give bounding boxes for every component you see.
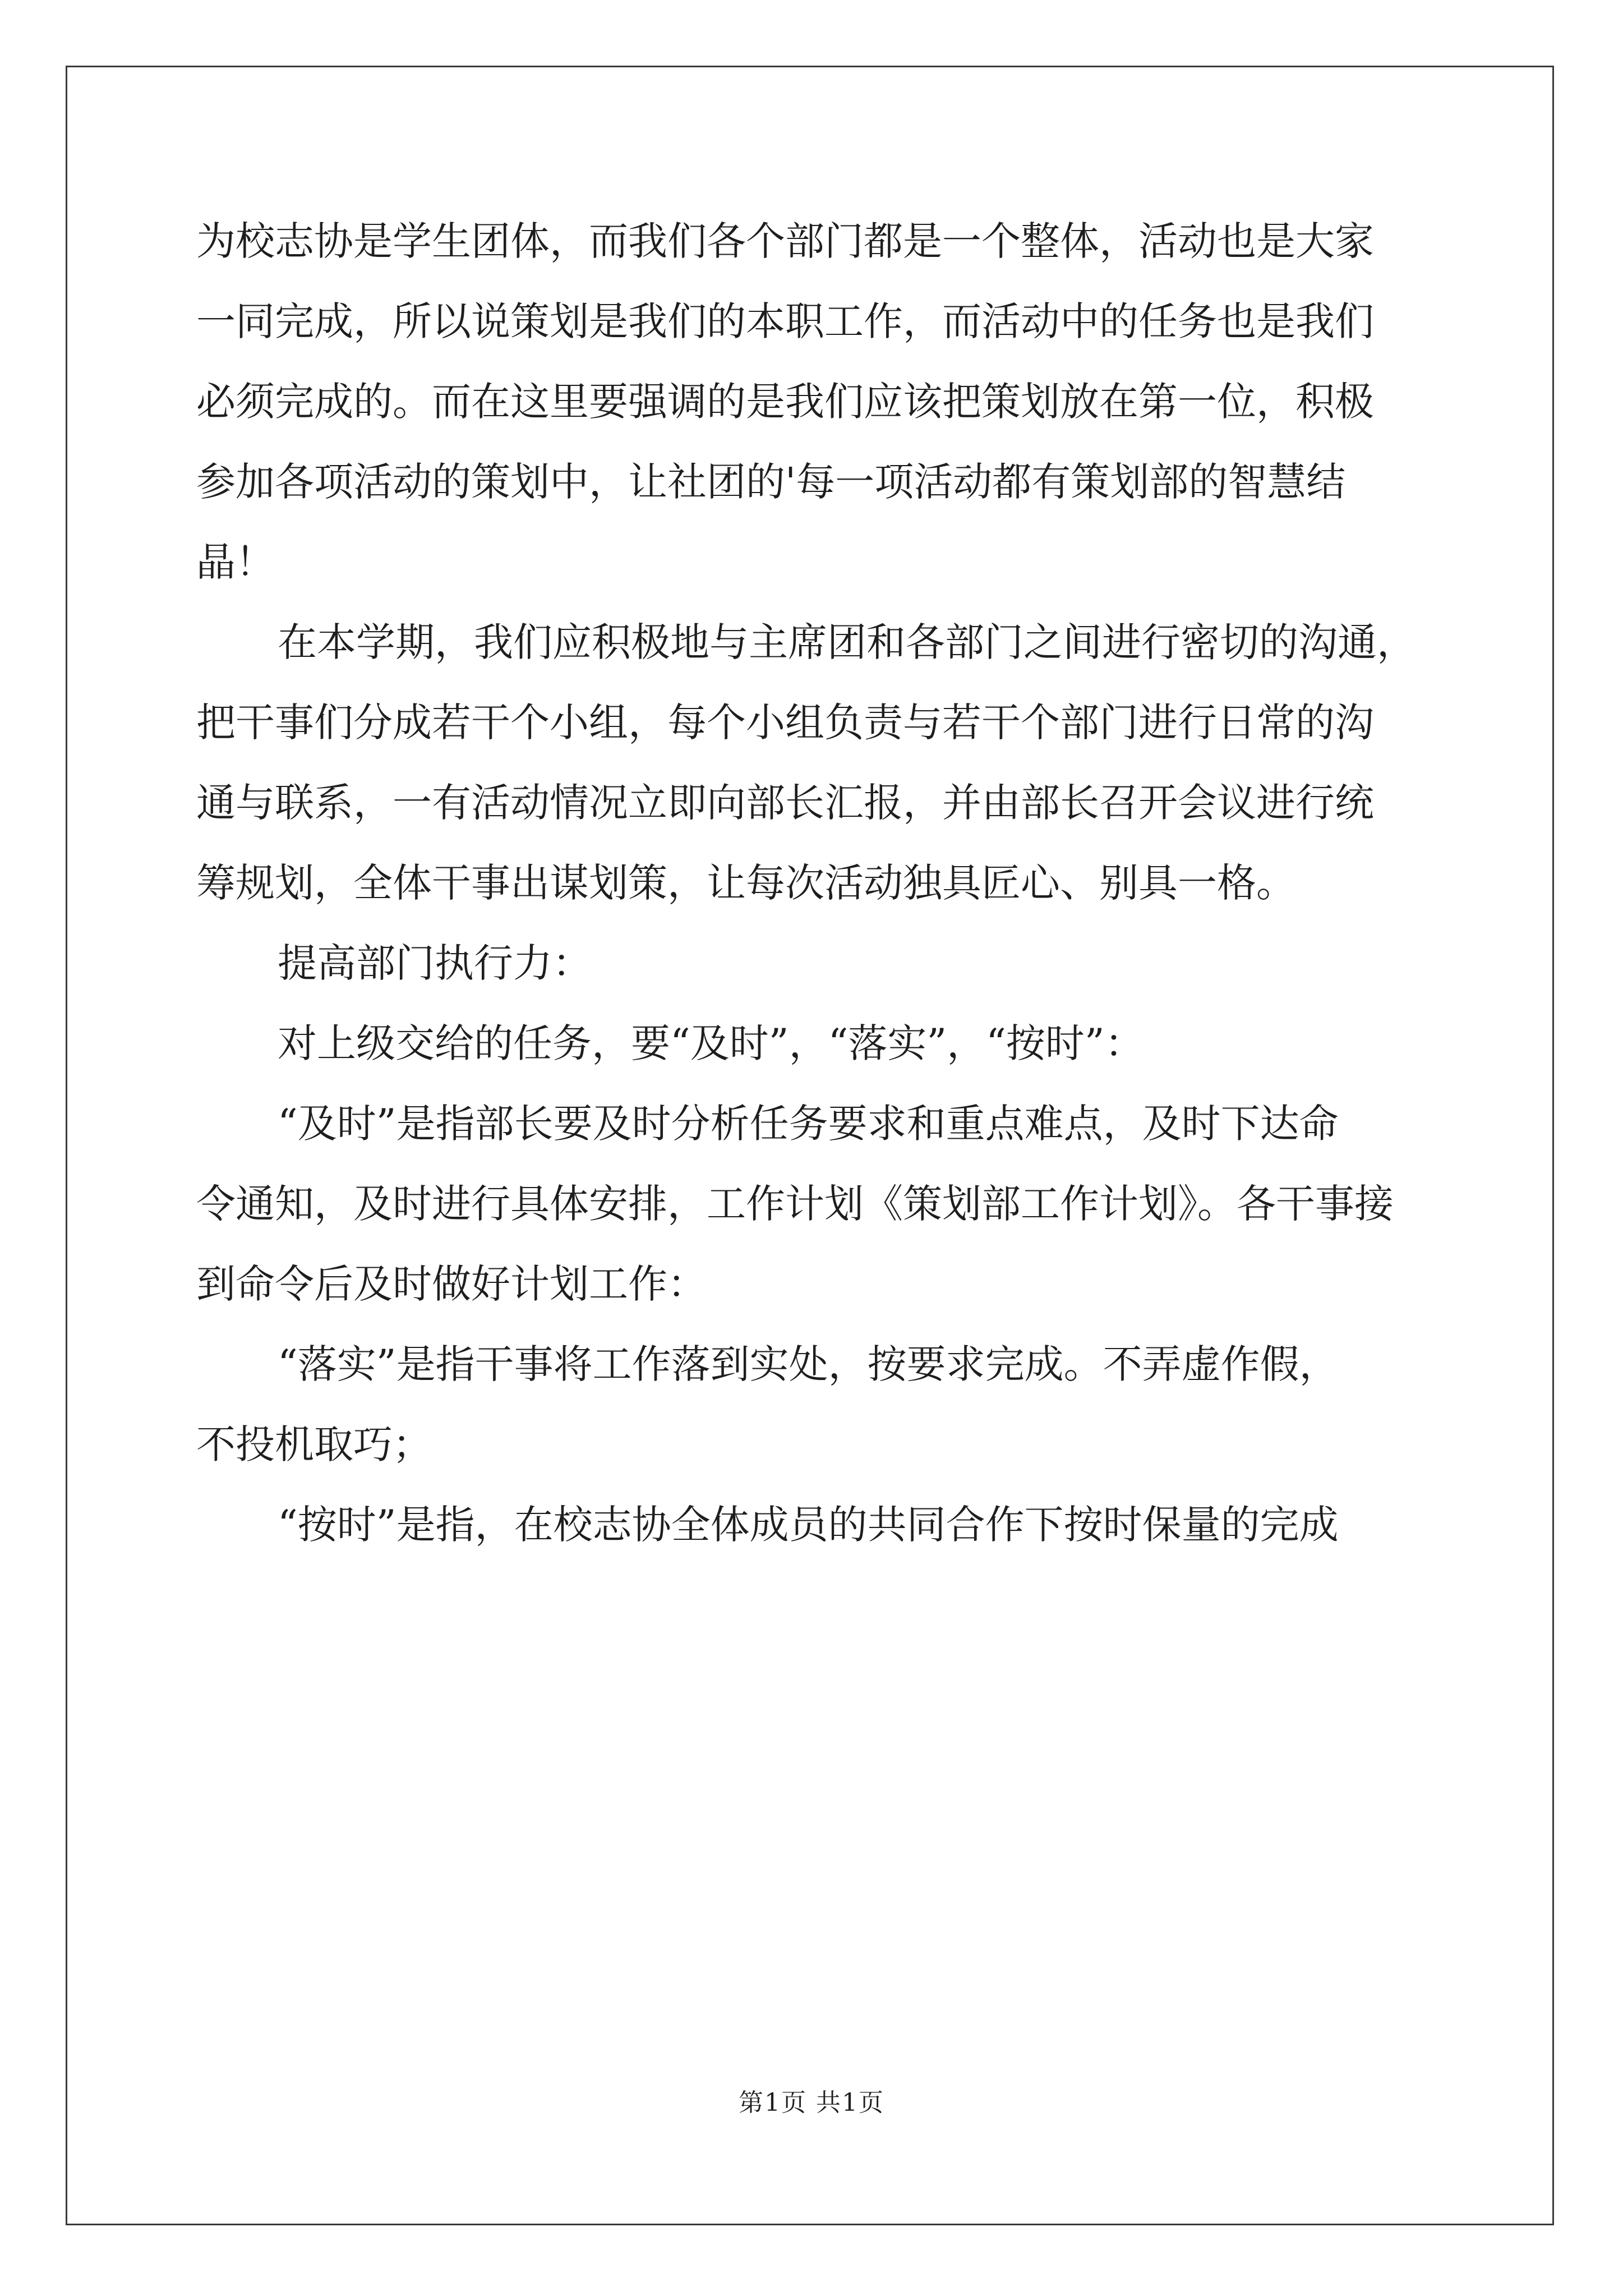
text-line: 为校志协是学生团体，而我们各个部门都是一个整体，活动也是大家 xyxy=(196,218,1374,264)
text-line: 对上级交给的任务，要“及时”，“落实”，“按时”： xyxy=(278,1020,1144,1066)
page-number-footer: 第1页 共1页 xyxy=(739,2088,884,2117)
text-line: “落实”是指干事将工作落到实处，按要求完成。不弄虚作假， xyxy=(278,1341,1339,1387)
text-line: 到命令后及时做好计划工作： xyxy=(196,1261,707,1307)
text-line: 在本学期，我们应积极地与主席团和各部门之间进行密切的沟通， xyxy=(278,619,1416,665)
text-line: “及时”是指部长要及时分析任务要求和重点难点，及时下达命 xyxy=(278,1101,1339,1147)
text-line: 一同完成，所以说策划是我们的本职工作，而活动中的任务也是我们 xyxy=(196,298,1374,344)
text-line: 提高部门执行力： xyxy=(278,940,592,986)
text-line: 把干事们分成若干个小组，每个小组负责与若干个部门进行日常的沟 xyxy=(196,700,1374,746)
text-line: 必须完成的。而在这里要强调的是我们应该把策划放在第一位，积极 xyxy=(196,379,1374,425)
text-line: 不投机取巧； xyxy=(196,1421,432,1467)
text-line: 参加各项活动的策划中，让社团的'每一项活动都有策划部的智慧结 xyxy=(196,459,1346,505)
text-line: “按时”是指，在校志协全体成员的共同合作下按时保量的完成 xyxy=(278,1502,1339,1548)
text-line: 筹规划，全体干事出谋划策，让每次活动独具匠心、别具一格。 xyxy=(196,860,1295,906)
text-line: 晶！ xyxy=(196,539,275,585)
text-line: 通与联系，一有活动情况立即向部长汇报，并由部长召开会议进行统 xyxy=(196,780,1374,826)
text-line: 令通知，及时进行具体安排，工作计划《策划部工作计划》。各干事接 xyxy=(196,1181,1394,1227)
